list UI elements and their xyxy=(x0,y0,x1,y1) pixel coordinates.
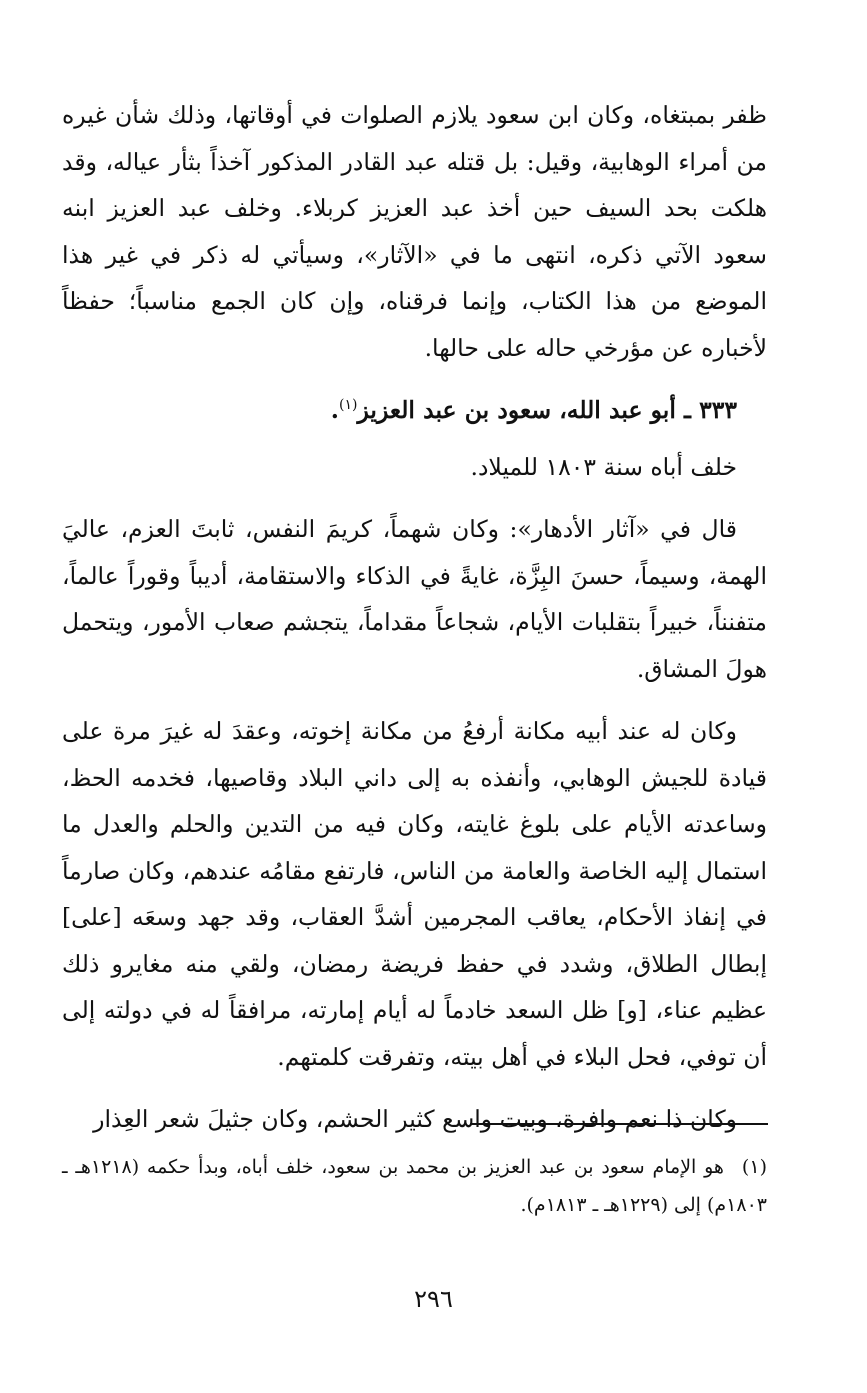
footnote xyxy=(62,1148,767,1224)
entry-heading-end: . xyxy=(330,396,339,424)
entry-first-line: خلف أباه سنة ١٨٠٣ للميلاد. xyxy=(470,452,737,481)
entry-heading xyxy=(62,387,767,434)
footnote-number: (١) xyxy=(741,1156,767,1178)
biography-paragraph-2: وكان له عند أبيه مكانة أرفعُ من مكانة إخوته، وعقدَ له غيرَ مرة على قيادة للجيش الوهابي، وأنفذه به إلى داني البلاد وقاصيها، فخدمه الحظ، وساعدته الأيام على بلوغ غايته، وكان فيه من التدين والحلم والعدل ما استمال إليه الخاصة والعامة من الناس، فارتفع مقامُه عندهم، وكان صارماً في إنفاذ الأحكام، يعاقب المجرمين أشدَّ العقاب، وقد جهد وسعَه [على] إبطال الطلاق، وشدد في حفظ فريضة رمضان، ولقي منه مغايرو ذلك عظيم عناء، [و] ظل السعد خادماً له أيام إمارته، مرافقاً له في دولته إلى أن توفي، فحل البلاء في أهل بيته، وتفرقت كلمتهم. xyxy=(62,717,767,1071)
biography-paragraph-1: قال في «آثار الأدهار»: وكان شهماً، كريمَ النفس، ثابتَ العزم، عاليَ الهمة، وسيماً، حسنَ البِزَّة، غايةً في الذكاء والاستقامة، أديباً وقوراً عالماً، متفنناً، خبيراً بتقلبات الأيام، شجاعاً مقداماً، يتجشم صعاب الأمور، ويتحمل هولَ المشاق. xyxy=(62,515,767,683)
main-text xyxy=(62,92,767,1143)
footnote-divider xyxy=(470,1123,768,1125)
biography-paragraph-3: وكان ذا نعم وافرة، وبيت واسع كثير الحشم، وكان جثيلَ شعر العِذار xyxy=(93,1105,737,1133)
entry-heading-text: ٣٣٣ ـ أبو عبد الله، سعود بن عبد العزيز xyxy=(357,396,737,424)
page-number: ٢٩٦ xyxy=(414,1285,453,1313)
opening-paragraph: ظفر بمبتغاه، وكان ابن سعود يلازم الصلوات في أوقاتها، وذلك شأن غيره من أمراء الوهابية، وقيل: بل قتله عبد القادر المذكور آخذاً بثأر عياله، وقد هلكت بحد السيف حين أخذ عبد العزيز كربلاء. وخلف عبد العزيز ابنه سعود الآتي ذكره، انتهى ما في «الآثار»، وسيأتي له ذكر في غير هذا الموضع من هذا الكتاب، وإنما فرقناه، وإن كان الجمع مناسباً؛ حفظاً لأخباره عن مؤرخي حاله على حالها. xyxy=(62,101,767,362)
footnote-text: هو الإمام سعود بن عبد العزيز بن محمد بن سعود، خلف أباه، وبدأ حكمه (١٢١٨هـ ـ ١٨٠٣م) إلى (١٢٢٩هـ ـ ١٨١٣م). xyxy=(62,1156,767,1216)
footnote-reference: (١) xyxy=(338,397,358,414)
